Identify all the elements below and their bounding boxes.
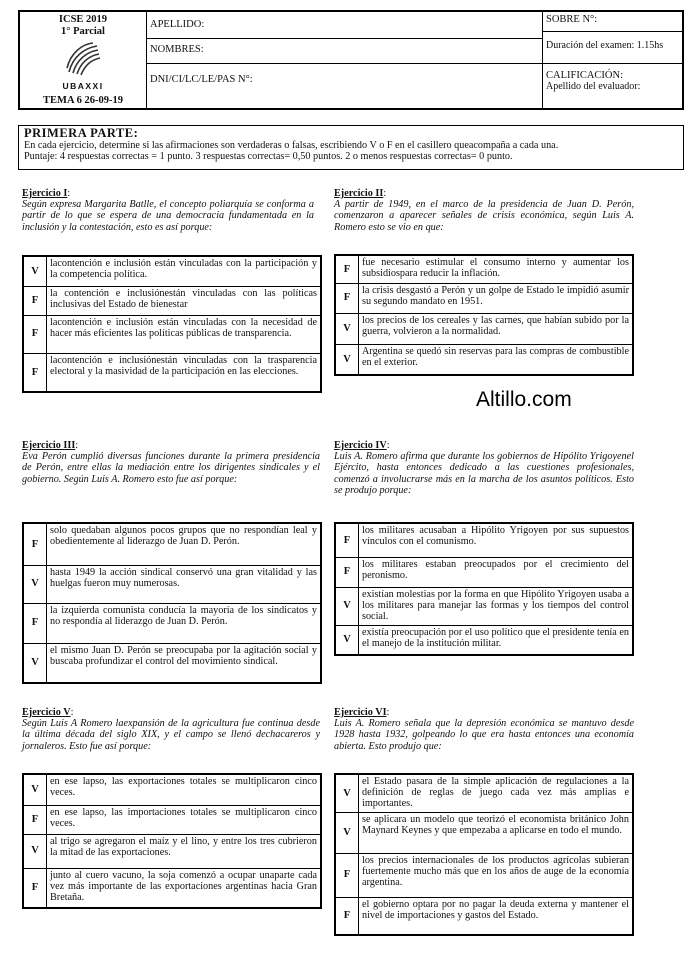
option-text: se aplicara un modelo que teorizó el economista británico John Maynard Keynes y que empezaba a aplicarse en todo el mundo. — [359, 812, 634, 853]
instructions-line: En cada ejercicio, determine si las afirmaciones son verdaderas o falsas, escribiendo V o F en el casillero queacompaña a cada una. — [24, 139, 559, 151]
exam-header — [18, 10, 684, 110]
exercise-title-colon: : — [386, 707, 390, 718]
option-row — [335, 853, 633, 897]
answer-box[interactable]: V — [23, 834, 47, 868]
option-row — [335, 283, 633, 313]
option-text: en ese lapso, las exportaciones totales se multiplicaron cinco veces. — [47, 774, 322, 805]
exercise-title-colon: : — [70, 707, 74, 718]
option-row — [23, 643, 321, 683]
option-row — [23, 565, 321, 603]
exercise-title: Ejercicio II — [334, 188, 384, 199]
instructions-box — [18, 125, 684, 170]
exam-label: 1° Parcial — [61, 26, 105, 37]
option-text: en ese lapso, las importaciones totales se multiplicaron cinco veces. — [47, 805, 322, 834]
answer-box[interactable]: F — [23, 603, 47, 643]
option-text: los militares acusaban a Hipólito Yrigoyen por sus supuestos vínculos con el comunismo. — [359, 523, 634, 557]
exercise-question: Eva Perón cumplió diversas funciones durante la primera presidencia de Perón, entre ellas la mediación entre los dirigentes sindicales y el gobierno. Según Luis A. Romero esto fue así porque: — [22, 451, 320, 485]
exercise-3-options-table — [22, 522, 322, 684]
header-student-block — [146, 12, 543, 108]
answer-box[interactable]: F — [23, 805, 47, 834]
option-text: los precios de los cereales y las carnes, que habían subido por la guerra, volvieron a la normalidad. — [359, 313, 634, 344]
option-text: hasta 1949 la acción sindical conservó una gran vitalidad y las huelgas fueron muy numerosas. — [47, 565, 322, 603]
exercise-1-options-table — [22, 255, 322, 393]
exercise-1-prompt — [22, 188, 314, 233]
option-text: existía preocupación por el uso político que el presidente tenía en el manejo de la institución militar. — [359, 625, 634, 655]
option-row — [23, 256, 321, 286]
option-row — [23, 774, 321, 805]
answer-box[interactable]: V — [335, 344, 359, 375]
option-text: lacontención e inclusión están vinculadas con la necesidad de hacer más eficientes las políticas públicas de transparencia. — [47, 315, 322, 353]
option-row — [335, 523, 633, 557]
logo-text: UBAXXI — [62, 81, 104, 91]
option-row — [23, 834, 321, 868]
answer-box[interactable]: F — [335, 557, 359, 587]
option-text: lacontención e inclusión están vinculadas con la participación y la competencia política. — [47, 256, 322, 286]
option-text: Argentina se quedó sin reservas para las compras de combustible en el exterior. — [359, 344, 634, 375]
option-row — [23, 868, 321, 908]
tema-label: TEMA 6 26-09-19 — [43, 95, 123, 106]
answer-box[interactable]: V — [335, 587, 359, 625]
scoring-line: Puntaje: 4 respuestas correctas = 1 punto. 3 respuestas correctas= 0,50 puntos. 2 o menos respuestas correctas= 0 punto. — [24, 151, 513, 162]
answer-box[interactable]: F — [335, 255, 359, 283]
option-row — [335, 255, 633, 283]
exercise-question: Según Luis A Romero laexpansión de la agricultura fue continua desde la última década del siglo XIX, y el campo se llenó dechacareros y jornaleros. Esto fue así porque: — [22, 718, 320, 752]
answer-box[interactable]: V — [335, 625, 359, 655]
exercise-3-prompt — [22, 440, 320, 485]
option-text: fue necesario estimular el consumo interno y aumentar los subsidiospara reducir la inflación. — [359, 255, 634, 283]
option-text: junto al cuero vacuno, la soja comenzó a ocupar unaparte cada vez más importante de las exportaciones argentinas hacia Gran Bretaña. — [47, 868, 322, 908]
option-row — [23, 523, 321, 565]
option-text: los precios internacionales de los productos agrícolas subieran fuertemente mucho más que en los años de auge de la economía argentina. — [359, 853, 634, 897]
duracion-field — [542, 32, 684, 64]
course-label: ICSE 2019 — [58, 14, 108, 25]
exercise-title: Ejercicio VI — [334, 707, 387, 718]
option-text: el mismo Juan D. Perón se preocupaba por la agitación social y buscaba profundizar el control del movimiento sindical. — [47, 643, 322, 683]
option-text: solo quedaban algunos pocos grupos que no respondían leal y obedientemente al liderazgo de Juan D. Perón. — [47, 523, 322, 565]
option-row — [335, 625, 633, 655]
option-row — [23, 603, 321, 643]
exercise-question: Luis A. Romero afirma que durante los gobiernos de Hipólito Yrigoyenel Ejército, hasta entonces dedicado a las cuestiones profesionales, comenzó a involucrarse más en la marcha de los asuntos políticos. Esto se produjo porque: — [334, 451, 634, 496]
option-text: lacontención e inclusiónestán vinculadas con la trasparencia electoral y la masividad de la participación en las elecciones. — [47, 353, 322, 392]
answer-box[interactable]: V — [23, 256, 47, 286]
header-course-block — [20, 12, 147, 108]
exercise-title: Ejercicio III — [22, 440, 76, 451]
exercise-question: A partir de 1949, en el marco de la presidencia de Juan D. Perón, comenzaron a aparecer señales de crisis económica, según Luis A. Romero esto se vio en que: — [334, 199, 634, 233]
option-row — [23, 353, 321, 392]
answer-box[interactable]: F — [23, 868, 47, 908]
answer-box[interactable]: F — [23, 315, 47, 353]
exercise-4-options-table — [334, 522, 634, 656]
exercise-6-prompt — [334, 707, 634, 752]
answer-box[interactable]: V — [23, 565, 47, 603]
duracion-label: Duración del examen: 1.15hs — [546, 40, 664, 51]
exercise-title: Ejercicio V — [22, 707, 71, 718]
option-row — [335, 557, 633, 587]
option-row — [335, 774, 633, 812]
nombres-label: NOMBRES: — [150, 44, 204, 55]
option-row — [23, 286, 321, 315]
exercise-title-colon: : — [383, 188, 387, 199]
exercise-title: Ejercicio I — [22, 188, 68, 199]
apellido-label: APELLIDO: — [150, 19, 205, 30]
exercise-title-colon: : — [386, 440, 390, 451]
option-text: los militares estaban preocupados por el crecimiento del peronismo. — [359, 557, 634, 587]
exercise-2-options-table — [334, 254, 634, 376]
header-exam-block — [542, 12, 684, 108]
option-row — [23, 315, 321, 353]
exercise-question: Según expresa Margarita Batlle, el concepto poliarquía se conforma a partir de lo que se espera de una democracia fundamentada en la inclusión y la contestación, esto es así porque: — [22, 199, 314, 233]
option-row — [335, 313, 633, 344]
exercise-4-prompt — [334, 440, 634, 496]
option-text: el gobierno optara por no pagar la deuda externa y mantener el nivel de importaciones y gastos del Estado. — [359, 897, 634, 935]
answer-box[interactable]: V — [23, 774, 47, 805]
option-row — [335, 344, 633, 375]
answer-box[interactable]: F — [335, 897, 359, 935]
answer-box[interactable]: V — [335, 313, 359, 344]
exercise-title-colon: : — [67, 188, 71, 199]
section-title: PRIMERA PARTE: — [24, 126, 139, 140]
exercise-title-colon: : — [75, 440, 79, 451]
option-text: la izquierda comunista conducía la mayoría de los sindicatos y no respondía al liderazgo de Juan D. Perón. — [47, 603, 322, 643]
option-row — [335, 897, 633, 935]
option-text: existían molestias por la forma en que Hipólito Yrigoyen usaba a los militares para manejar las formas y los tiempos del control social. — [359, 587, 634, 625]
exercise-5-options-table — [22, 773, 322, 909]
calificacion-label: CALIFICACIÓN: — [546, 70, 624, 81]
sobre-label: SOBRE N°: — [546, 14, 598, 25]
option-text: la contención e inclusiónestán vinculadas con las políticas inclusivas del Estado de bienestar — [47, 286, 322, 315]
evaluador-label: Apellido del evaluador: — [546, 81, 641, 92]
ubaxxi-logo-icon — [63, 42, 103, 76]
answer-box[interactable]: F — [335, 523, 359, 557]
dni-field[interactable] — [146, 64, 542, 108]
option-text: el Estado pasara de la simple aplicación de regulaciones a la definición de reglas de juego cada vez más amplias e importantes. — [359, 774, 634, 812]
answer-box[interactable]: V — [335, 812, 359, 853]
answer-box[interactable]: F — [335, 283, 359, 313]
option-text: al trigo se agregaron el maíz y el lino, y entre los tres cubrieron la mitad de las exportaciones. — [47, 834, 322, 868]
dni-label: DNI/CI/LC/LE/PAS N°: — [150, 74, 253, 85]
exercise-5-prompt — [22, 707, 320, 752]
exercise-6-options-table — [334, 773, 634, 936]
exercise-2-prompt — [334, 188, 634, 233]
calificacion-field[interactable] — [542, 64, 684, 108]
sobre-field[interactable] — [542, 12, 684, 32]
watermark: Altillo.com — [476, 388, 572, 411]
answer-box[interactable]: F — [335, 853, 359, 897]
answer-box[interactable]: F — [23, 286, 47, 315]
answer-box[interactable]: V — [335, 774, 359, 812]
nombres-field[interactable] — [146, 39, 542, 64]
exercise-question: Luis A. Romero señala que la depresión económica se mantuvo desde 1928 hasta 1932, golpeando lo que era hasta entonces una economía abierta. Esto produjo que: — [334, 718, 634, 752]
answer-box[interactable]: F — [23, 523, 47, 565]
option-row — [23, 805, 321, 834]
answer-box[interactable]: V — [23, 643, 47, 683]
exercise-title: Ejercicio IV — [334, 440, 387, 451]
option-row — [335, 587, 633, 625]
option-text: la crisis desgastó a Perón y un golpe de Estado le impidió asumir su segundo mandato en 1951. — [359, 283, 634, 313]
apellido-field[interactable] — [146, 12, 542, 39]
answer-box[interactable]: F — [23, 353, 47, 392]
option-row — [335, 812, 633, 853]
